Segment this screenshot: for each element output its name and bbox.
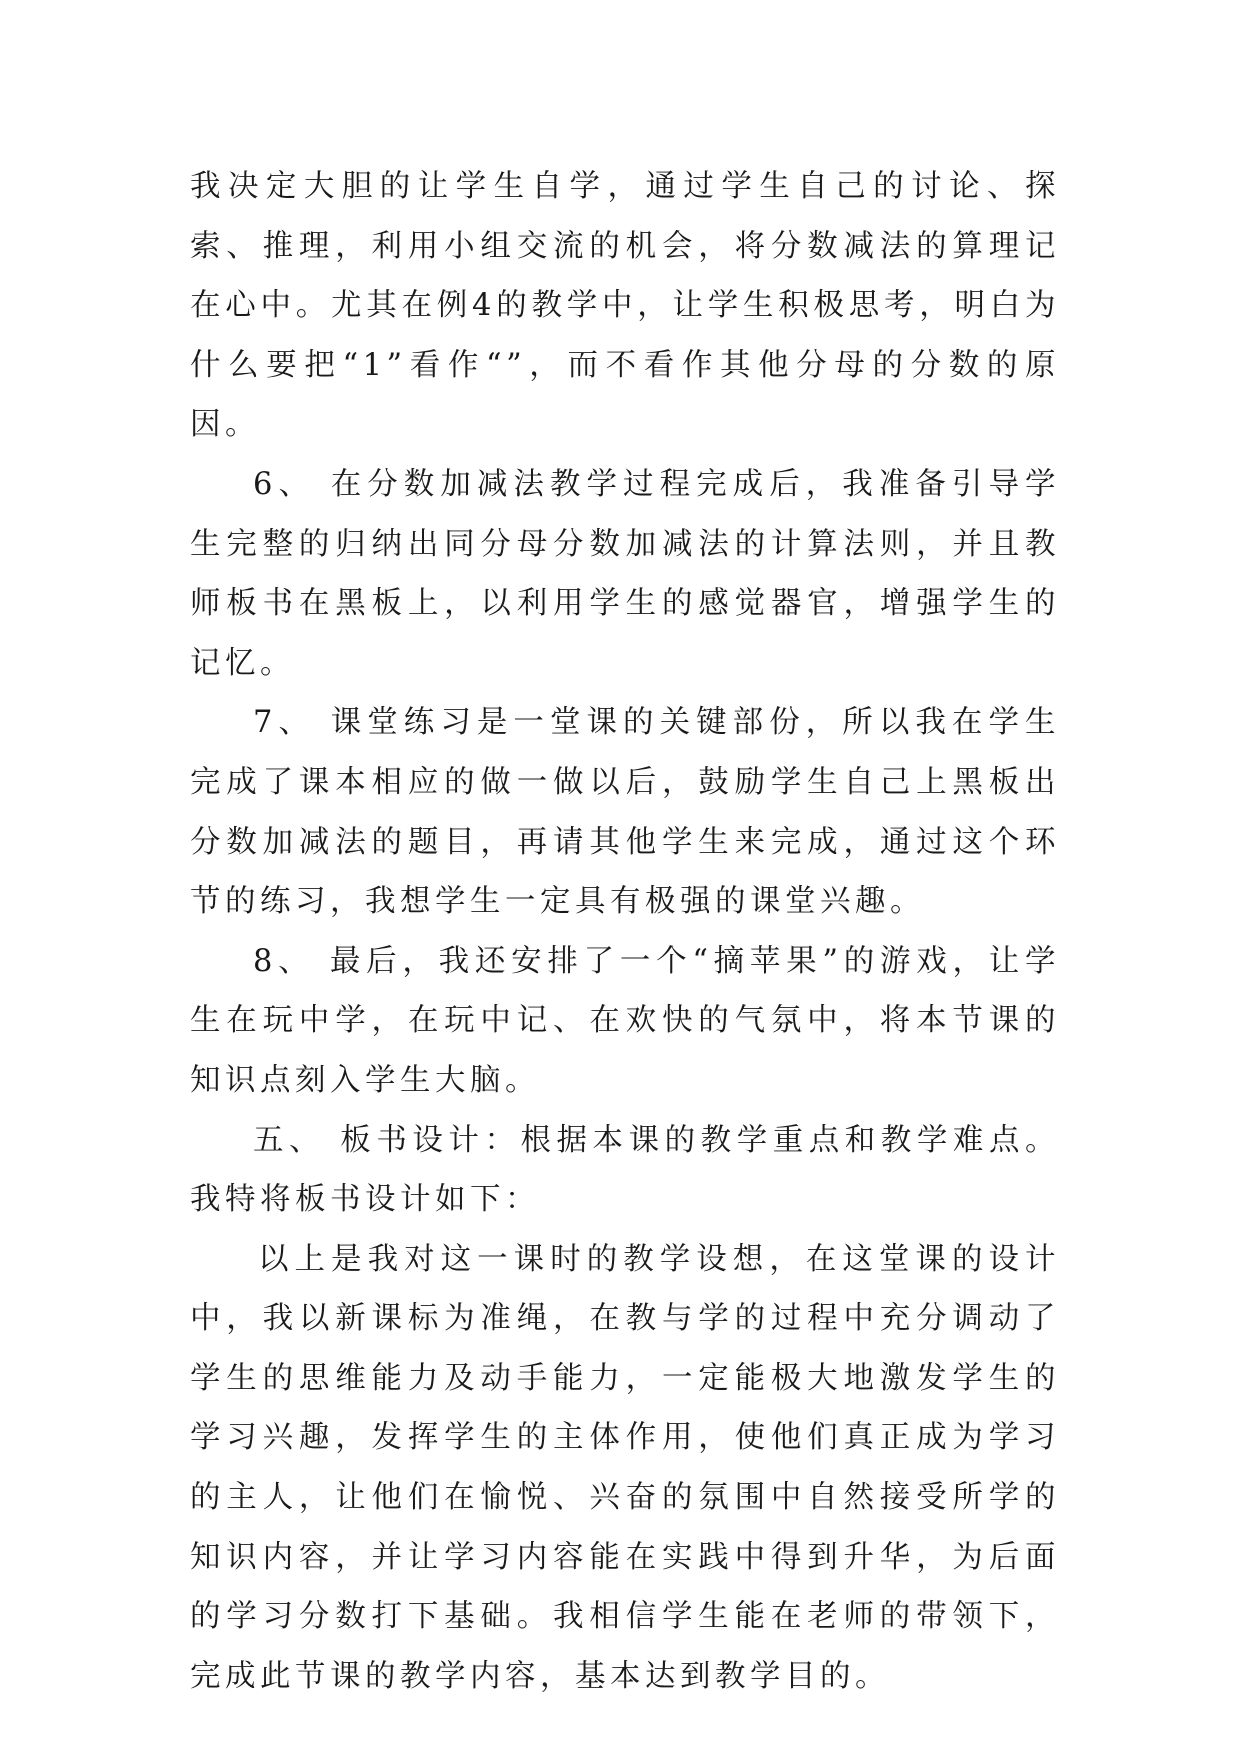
document-body: [190, 157, 1060, 1706]
paragraph-conclusion: 以上是我对这一课时的教学设想，在这堂课的设计中，我以新课标为准绳，在教与学的过程中充分调动了学生的思维能力及动手能力，一定能极大地激发学生的学习兴趣，发挥学生的主体作用，使他们真正成为学习的主人，让他们在愉悦、兴奋的氛围中自然接受所学的知识内容，并让学习内容能在实践中得到升华，为后面的学习分数打下基础。我相信学生能在老师的带领下，完成此节课的教学内容，基本达到教学目的。: [190, 1241, 1060, 1694]
paragraph-item-6: 6、 在分数加减法教学过程完成后，我准备引导学生完整的归纳出同分母分数加减法的计算法则，并且教师板书在黑板上，以利用学生的感觉器官，增强学生的记忆。: [190, 466, 1060, 681]
paragraph-item-7: 7、 课堂练习是一堂课的关键部份，所以我在学生完成了课本相应的做一做以后，鼓励学生自己上黑板出分数加减法的题目，再请其他学生来完成，通过这个环节的练习，我想学生一定具有极强的课堂兴趣。: [190, 705, 1060, 920]
paragraph-item-8: 8、 最后，我还安排了一个“摘苹果”的游戏，让学生在玩中学，在玩中记、在欢快的气氛中，将本节课的知识点刻入学生大脑。: [190, 943, 1060, 1098]
paragraph-continuation: 我决定大胆的让学生自学，通过学生自己的讨论、探索、推理，利用小组交流的机会，将分数减法的算理记在心中。尤其在例4的教学中，让学生积极思考，明白为什么要把“1”看作“”，而不看作其他分母的分数的原因。: [190, 169, 1060, 443]
paragraph-section-5: 五、 板书设计：根据本课的教学重点和教学难点。我特将板书设计如下：: [190, 1122, 1060, 1218]
